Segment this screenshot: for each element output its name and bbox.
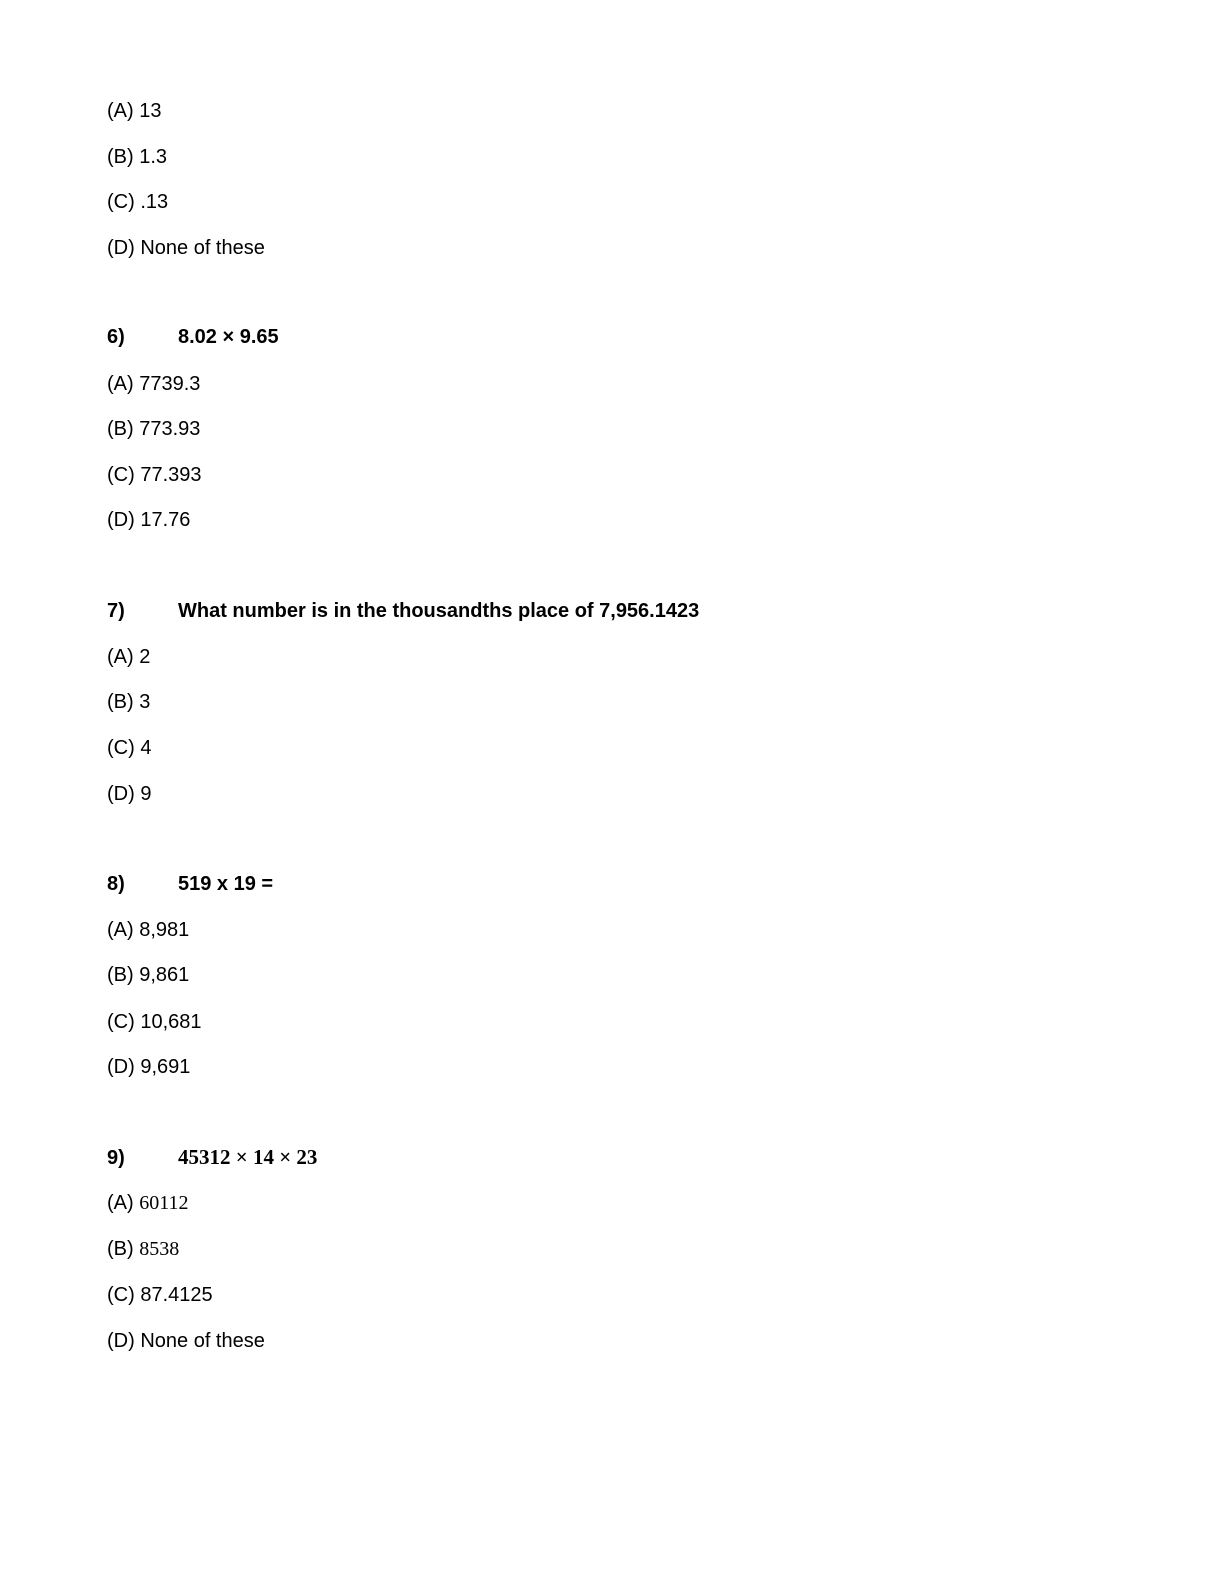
option-d <box>107 1329 265 1353</box>
option-b: (B) 9,861 <box>107 964 190 986</box>
option-label: (A) <box>107 1192 140 1214</box>
option-d: (D) 17.76 <box>107 509 191 531</box>
option-c <box>107 1283 213 1307</box>
option-label: (B) <box>107 1238 140 1260</box>
option-b: (B) 1.3 <box>107 146 168 168</box>
question-text: 45312 × 14 × 23 <box>178 1145 318 1169</box>
option-d: (D) None of these <box>107 237 265 259</box>
option-b <box>107 1237 179 1261</box>
option-c: (C) 10,681 <box>107 1011 202 1033</box>
option-c: (C) .13 <box>107 191 169 213</box>
option-a: (A) 8,981 <box>107 919 190 941</box>
question-number: 6) <box>107 326 125 348</box>
option-a: (A) 2 <box>107 646 151 668</box>
option-value: 87.4125 <box>140 1284 213 1306</box>
question-text: 519 x 19 = <box>178 873 274 895</box>
option-value: None of these <box>140 1330 265 1352</box>
option-d: (D) 9,691 <box>107 1056 191 1078</box>
option-b: (B) 3 <box>107 691 151 713</box>
question-8 <box>107 872 273 896</box>
option-a <box>107 1191 188 1215</box>
option-c: (C) 4 <box>107 737 152 759</box>
question-number: 9) <box>107 1147 125 1169</box>
option-b: (B) 773.93 <box>107 418 201 440</box>
option-value: 8538 <box>139 1238 180 1260</box>
question-6 <box>107 325 279 349</box>
option-a: (A) 13 <box>107 100 162 122</box>
option-a: (A) 7739.3 <box>107 373 201 395</box>
question-9 <box>107 1145 317 1170</box>
option-d: (D) 9 <box>107 783 152 805</box>
question-7 <box>107 599 699 623</box>
option-label: (C) <box>107 1284 141 1306</box>
question-text: 8.02 × 9.65 <box>178 326 279 348</box>
option-c: (C) 77.393 <box>107 464 202 486</box>
question-text: What number is in the thousandths place of 7,956.1423 <box>178 600 700 622</box>
question-number: 7) <box>107 600 125 622</box>
option-label: (D) <box>107 1330 141 1352</box>
option-value: 60112 <box>139 1192 189 1214</box>
question-number: 8) <box>107 873 125 895</box>
